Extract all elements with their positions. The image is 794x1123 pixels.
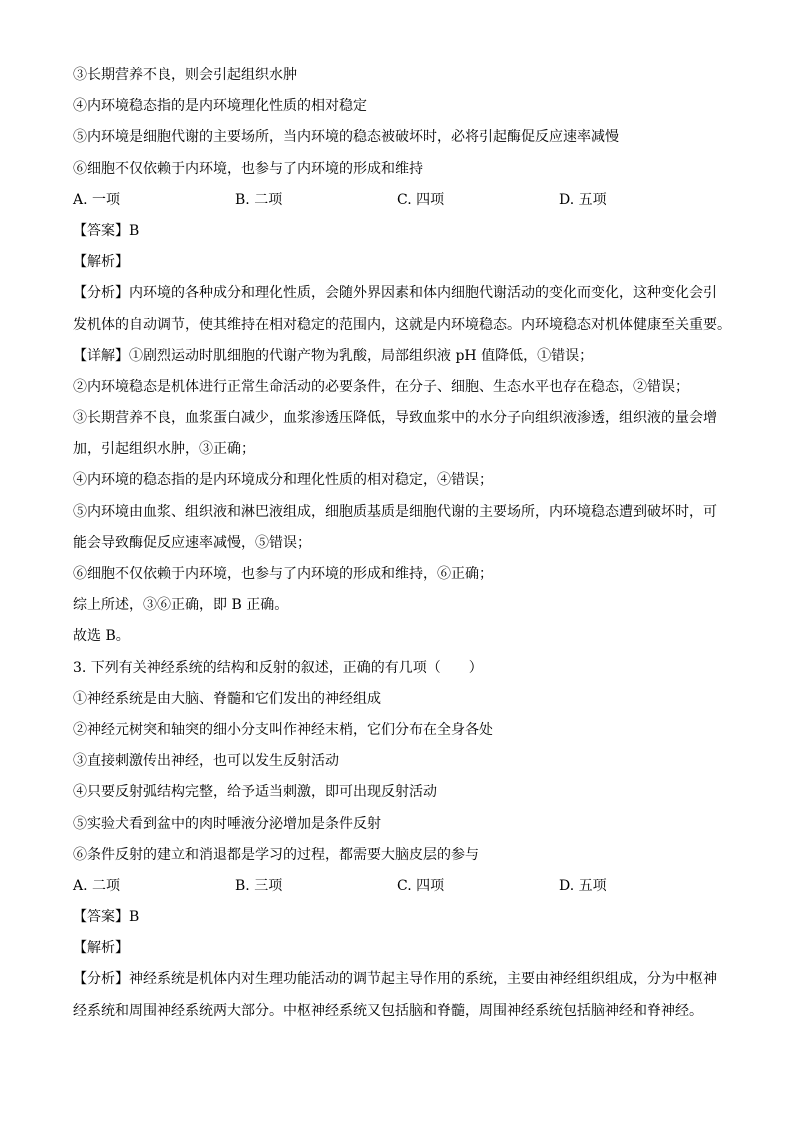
q2-detail-line-3: ③长期营养不良，血浆蛋白减少，血浆渗透压降低，导致血浆中的水分子向组织液渗透，组织液的量会增 [73, 410, 717, 427]
q3-option-d: D. 五项 [559, 877, 607, 894]
q3-item-2: ②神经元树突和轴突的细小分支叫作神经末梢，它们分布在全身各处 [73, 721, 493, 738]
q2-detail-line-5: ④内环境的稳态指的是内环境成分和理化性质的相对稳定，④错误； [73, 472, 493, 489]
q2-explanation-heading: 【解析】 [73, 254, 129, 271]
q3-answer: 【答案】B [73, 909, 140, 926]
q2-answer: 【答案】B [73, 222, 140, 239]
q3-stem: 3. 下列有关神经系统的结构和反射的叙述，正确的有几项（ ） [73, 659, 483, 676]
q2-detail-line-10: 故选 B。 [73, 628, 130, 645]
q2-option-b: B. 二项 [235, 191, 283, 208]
q2-item-4: ④内环境稳态指的是内环境理化性质的相对稳定 [73, 98, 367, 115]
q2-item-3: ③长期营养不良，则会引起组织水肿 [73, 67, 297, 83]
q2-option-c: C. 四项 [397, 191, 445, 208]
q3-item-1: ①神经系统是由大脑、脊髓和它们发出的神经组成 [73, 690, 381, 707]
q2-detail-line-9: 综上所述，③⑥正确，即 B 正确。 [73, 597, 289, 614]
q2-analysis-line-1: 【分析】内环境的各种成分和理化性质，会随外界因素和体内细胞代谢活动的变化而变化，这种变化会引 [73, 285, 717, 302]
q2-detail-line-7: 能会导致酶促反应速率减慢，⑤错误； [73, 534, 311, 551]
q3-analysis-line-2: 经系统和周围神经系统两大部分。中枢神经系统又包括脑和脊髓，周围神经系统包括脑神经和脊神经。 [73, 1002, 703, 1019]
q3-item-6: ⑥条件反射的建立和消退都是学习的过程，都需要大脑皮层的参与 [73, 846, 479, 863]
q2-detail-line-4: 加，引起组织水肿，③正确； [73, 441, 255, 458]
q3-option-c: C. 四项 [397, 877, 445, 894]
q2-option-a: A. 一项 [73, 191, 121, 208]
q2-item-5: ⑤内环境是细胞代谢的主要场所，当内环境的稳态被破坏时，必将引起酶促反应速率减慢 [73, 129, 619, 146]
q2-detail-line-6: ⑤内环境由血浆、组织液和淋巴液组成，细胞质基质是细胞代谢的主要场所，内环境稳态遭到破坏时，可 [73, 503, 717, 520]
q3-options [73, 871, 723, 902]
q2-item-6: ⑥细胞不仅依赖于内环境，也参与了内环境的形成和维持 [73, 160, 423, 177]
q2-detail-line-8: ⑥细胞不仅依赖于内环境，也参与了内环境的形成和维持，⑥正确； [73, 566, 493, 582]
q2-detail-line-1: 【详解】①剧烈运动时肌细胞的代谢产物为乳酸，局部组织液 pH 值降低，①错误； [73, 347, 594, 364]
q2-detail-line-2: ②内环境稳态是机体进行正常生命活动的必要条件，在分子、细胞、生态水平也存在稳态，②错误； [73, 378, 689, 395]
q2-options [73, 185, 723, 216]
q3-analysis-line-1: 【分析】神经系统是机体内对生理功能活动的调节起主导作用的系统，主要由神经组织组成，分为中枢神 [73, 971, 717, 988]
q2-analysis-line-2: 发机体的自动调节，使其维持在相对稳定的范围内，这就是内环境稳态。内环境稳态对机体健康至关重要。 [73, 316, 731, 333]
q3-item-5: ⑤实验犬看到盆中的肉时唾液分泌增加是条件反射 [73, 815, 381, 832]
q2-option-d: D. 五项 [559, 191, 607, 208]
q3-option-a: A. 二项 [73, 877, 121, 894]
q3-option-b: B. 三项 [235, 877, 283, 894]
q3-explanation-heading: 【解析】 [73, 940, 129, 957]
q3-item-4: ④只要反射弧结构完整，给予适当刺激，即可出现反射活动 [73, 784, 437, 801]
document-page [73, 60, 731, 1027]
q3-item-3: ③直接刺激传出神经，也可以发生反射活动 [73, 753, 339, 770]
